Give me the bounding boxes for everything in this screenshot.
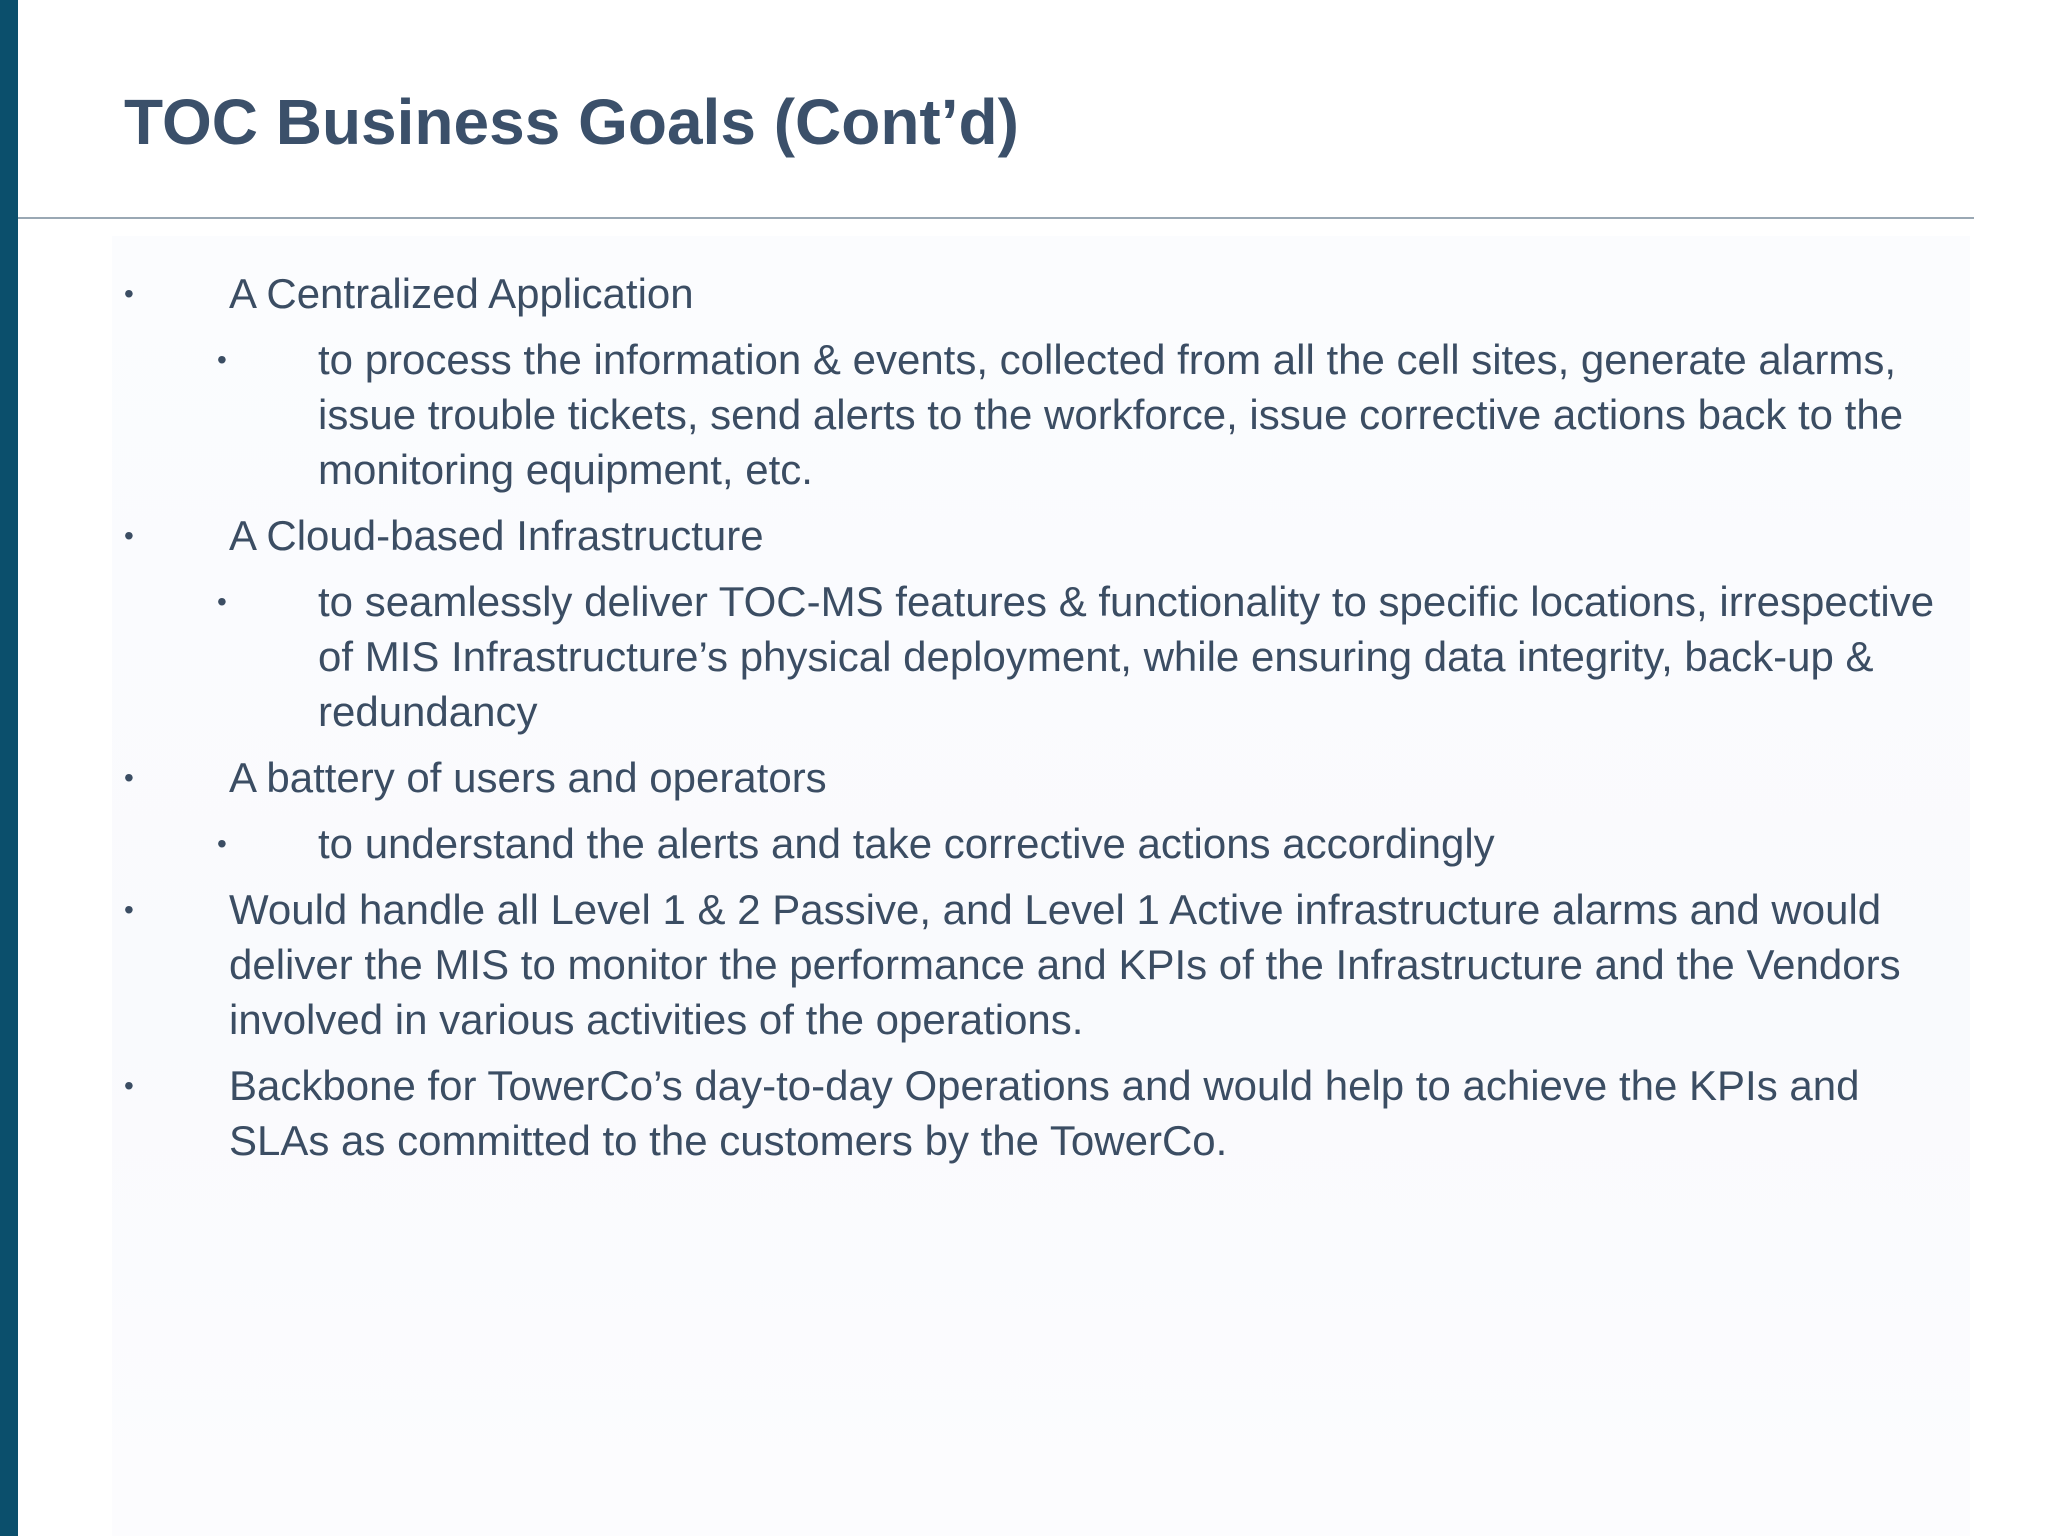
bullet-text: A Centralized Application: [229, 270, 694, 317]
bullet-text: Backbone for TowerCo’s day-to-day Operations and would help to achieve the KPIs and SLAs as committed to the customers by the TowerCo.: [229, 1062, 1860, 1164]
bullet-item-handle-alarms: [124, 882, 1944, 1047]
bullet-text: Would handle all Level 1 & 2 Passive, and Level 1 Active infrastructure alarms and would deliver the MIS to monitor the performance and KPIs of the Infrastructure and the Vendors involved in various activities of the operations.: [229, 886, 1901, 1043]
bullet-item-cloud-infrastructure: [124, 508, 1944, 563]
sub-bullet-text: to seamlessly deliver TOC-MS features & functionality to specific locations, irrespective of MIS Infrastructure’s physical deployment, while ensuring data integrity, back-up & redundancy: [318, 578, 1935, 735]
bullet-item-users-operators: [124, 750, 1944, 805]
sub-bullet-item-process-information: [124, 332, 1944, 497]
bullet-dot-icon: •: [217, 344, 227, 375]
title-divider: [18, 217, 1974, 219]
sub-bullet-item-deliver-features: [124, 574, 1944, 739]
bullet-dot-icon: •: [124, 520, 134, 551]
bullet-item-centralized-application: [124, 266, 1944, 321]
left-accent-bar: [0, 0, 18, 1536]
bullet-text: A battery of users and operators: [229, 754, 827, 801]
sub-bullet-text: to understand the alerts and take corrective actions accordingly: [318, 820, 1495, 867]
bullet-text: A Cloud-based Infrastructure: [229, 512, 764, 559]
sub-bullet-item-understand-alerts: [124, 816, 1944, 871]
bullet-item-backbone-operations: [124, 1058, 1944, 1168]
slide-title: TOC Business Goals (Cont’d): [124, 86, 1019, 158]
sub-bullet-text: to process the information & events, collected from all the cell sites, generate alarms, issue trouble tickets, send alerts to the workforce, issue corrective actions back to the monitoring equipment, etc.: [318, 336, 1904, 493]
bullet-dot-icon: •: [217, 828, 227, 859]
bullet-dot-icon: •: [124, 1070, 134, 1101]
bullet-dot-icon: •: [124, 278, 134, 309]
bullet-dot-icon: •: [124, 762, 134, 793]
bullet-dot-icon: •: [124, 894, 134, 925]
bullet-list: [124, 266, 1944, 1179]
bullet-dot-icon: •: [217, 586, 227, 617]
